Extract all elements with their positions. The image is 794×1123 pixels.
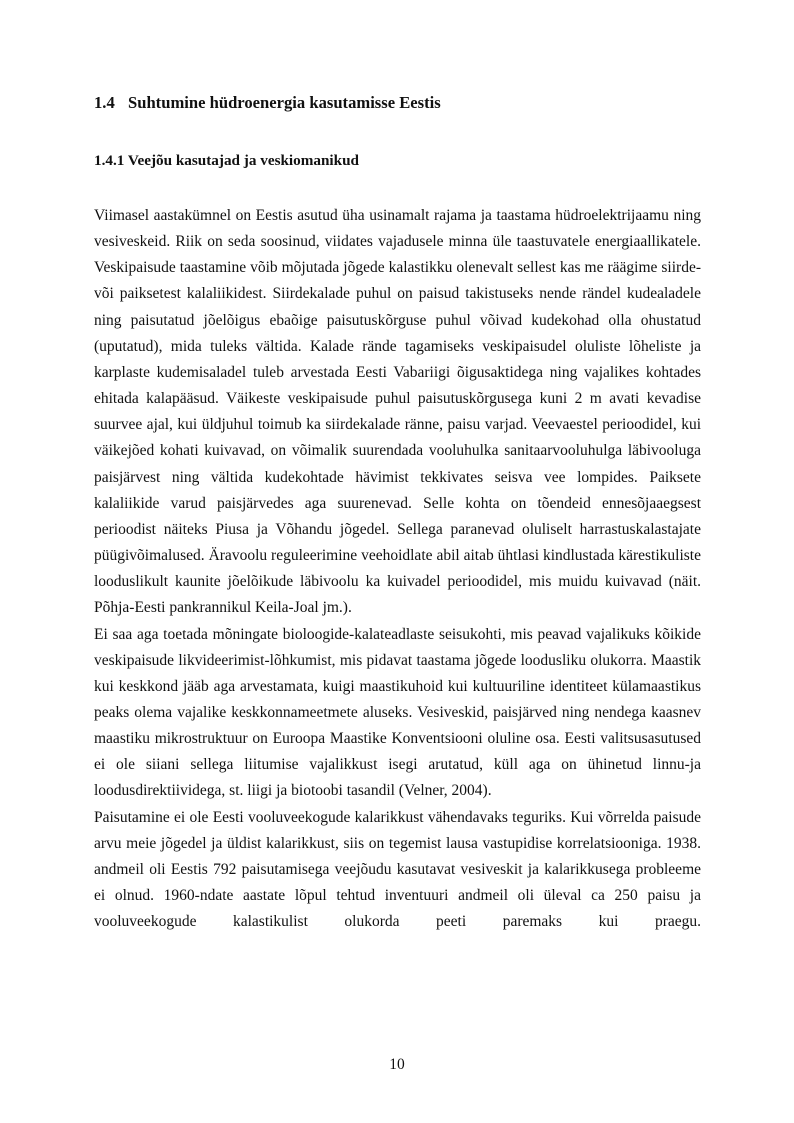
- section-number: 1.4: [94, 93, 115, 112]
- paragraph: Paisutamine ei ole Eesti vooluveekogude kalarikkust vähendavaks teguriks. Kui võrrelda paisude arvu meie jõgedel ja üldist kalarikkust, siis on tegemist lausa vastupidise korrelatsiooniga. 1938. andmeil oli Eestis 792 paisutamisega veejõudu kasutavat vesiveskit ja kalarikkusega probleeme ei olnud. 1960-ndate aastate lõpul tehtud inventuuri andmeil oli üleval ca 250 paisu ja vooluveekogude kalastikulist olukorda peeti paremaks kui praegu.: [94, 808, 701, 931]
- subsection-heading: 1.4.1 Veejõu kasutajad ja veskiomanikud: [94, 152, 359, 169]
- body-text: [94, 203, 701, 935]
- page-number: 10: [389, 1056, 405, 1073]
- section-heading: [94, 93, 441, 113]
- paragraph: Ei saa aga toetada mõningate bioloogide-kalateadlaste seisukohti, mis peavad vajalikuks kõikide veskipaisude likvideerimist-lõhkumist, mis pidavat taastama jõgede loodusliku olukorra. Maastik kui keskkond jääb aga arvestamata, kuigi maastikuhoid kui kultuuriline identiteet külamaastikus peaks olema vajalike keskkonnameetmete aluseks. Vesiveskid, paisjärved ning nendega kaasnev maastiku mikrostruktuur on Euroopa Maastike Konventsiooni oluline osa. Eesti valitsusasutused ei ole siiani sellega liitumise vajalikkust isegi arutatud, küll aga on ühinetud linnu-ja loodusdirektiividega, st. liigi ja biotoobi tasandil (Velner, 2004).: [94, 625, 701, 800]
- section-title: Suhtumine hüdroenergia kasutamisse Eestis: [128, 93, 441, 112]
- paragraph: Viimasel aastakümnel on Eestis asutud üha usinamalt rajama ja taastama hüdroelektrijaamu ning vesiveskeid. Riik on seda soosinud, viidates vajadusele minna üle taastuvatele energiaallikatele. Veskipaisude taastamine võib mõjutada jõgede kalastikku olenevalt sellest kas me räägime siirde- või paiksetest kalaliikidest. Siirdekalade puhul on paisud takistuseks nende rändel kudealadele ning paisutatud jõelõigus ebaõige paisutuskõrguse puhul võivad kudekohad olla ohustatud (uputatud), mida tuleks vältida. Kalade rände tagamiseks veskipaisudel oluliste lõheliste ja karplaste kudemisaladel tuleb arvestada Eesti Vabariigi õigusaktidega ning vajalikes kohtades ehitada kalapääsud. Väikeste veskipaisude puhul paisutuskõrgusega kuni 2 m avati kevadise suurvee ajal, kui üldjuhul toimub ka siirdekalade ränne, paisu varjad. Veevaestel perioodidel, kui väikejõed kohati kuivavad, on võimalik suurendada vooluhulka sanitaarvooluhulga läbivooluga paisjärvest ning vältida kudekohtade hävimist tekkivates seisva vee lompides. Paiksete kalaliikide varud paisjärvedes aga suurenevad. Selle kohta on tõendeid ennesõjaaegsest perioodist näiteks Piusa ja Võhandu jõgedel. Sellega paranevad oluliselt harrastuskalastajate püügivõimalused. Äravoolu reguleerimine veehoidlate abil aitab ühtlasi kindlustada kärestikuliste looduslikult kaunite jõelõikude läbivoolu ka kuivadel perioodidel, mis muidu kuivavad (näit. Põhja-Eesti pankrannikul Keila-Joal jm.).: [94, 207, 701, 617]
